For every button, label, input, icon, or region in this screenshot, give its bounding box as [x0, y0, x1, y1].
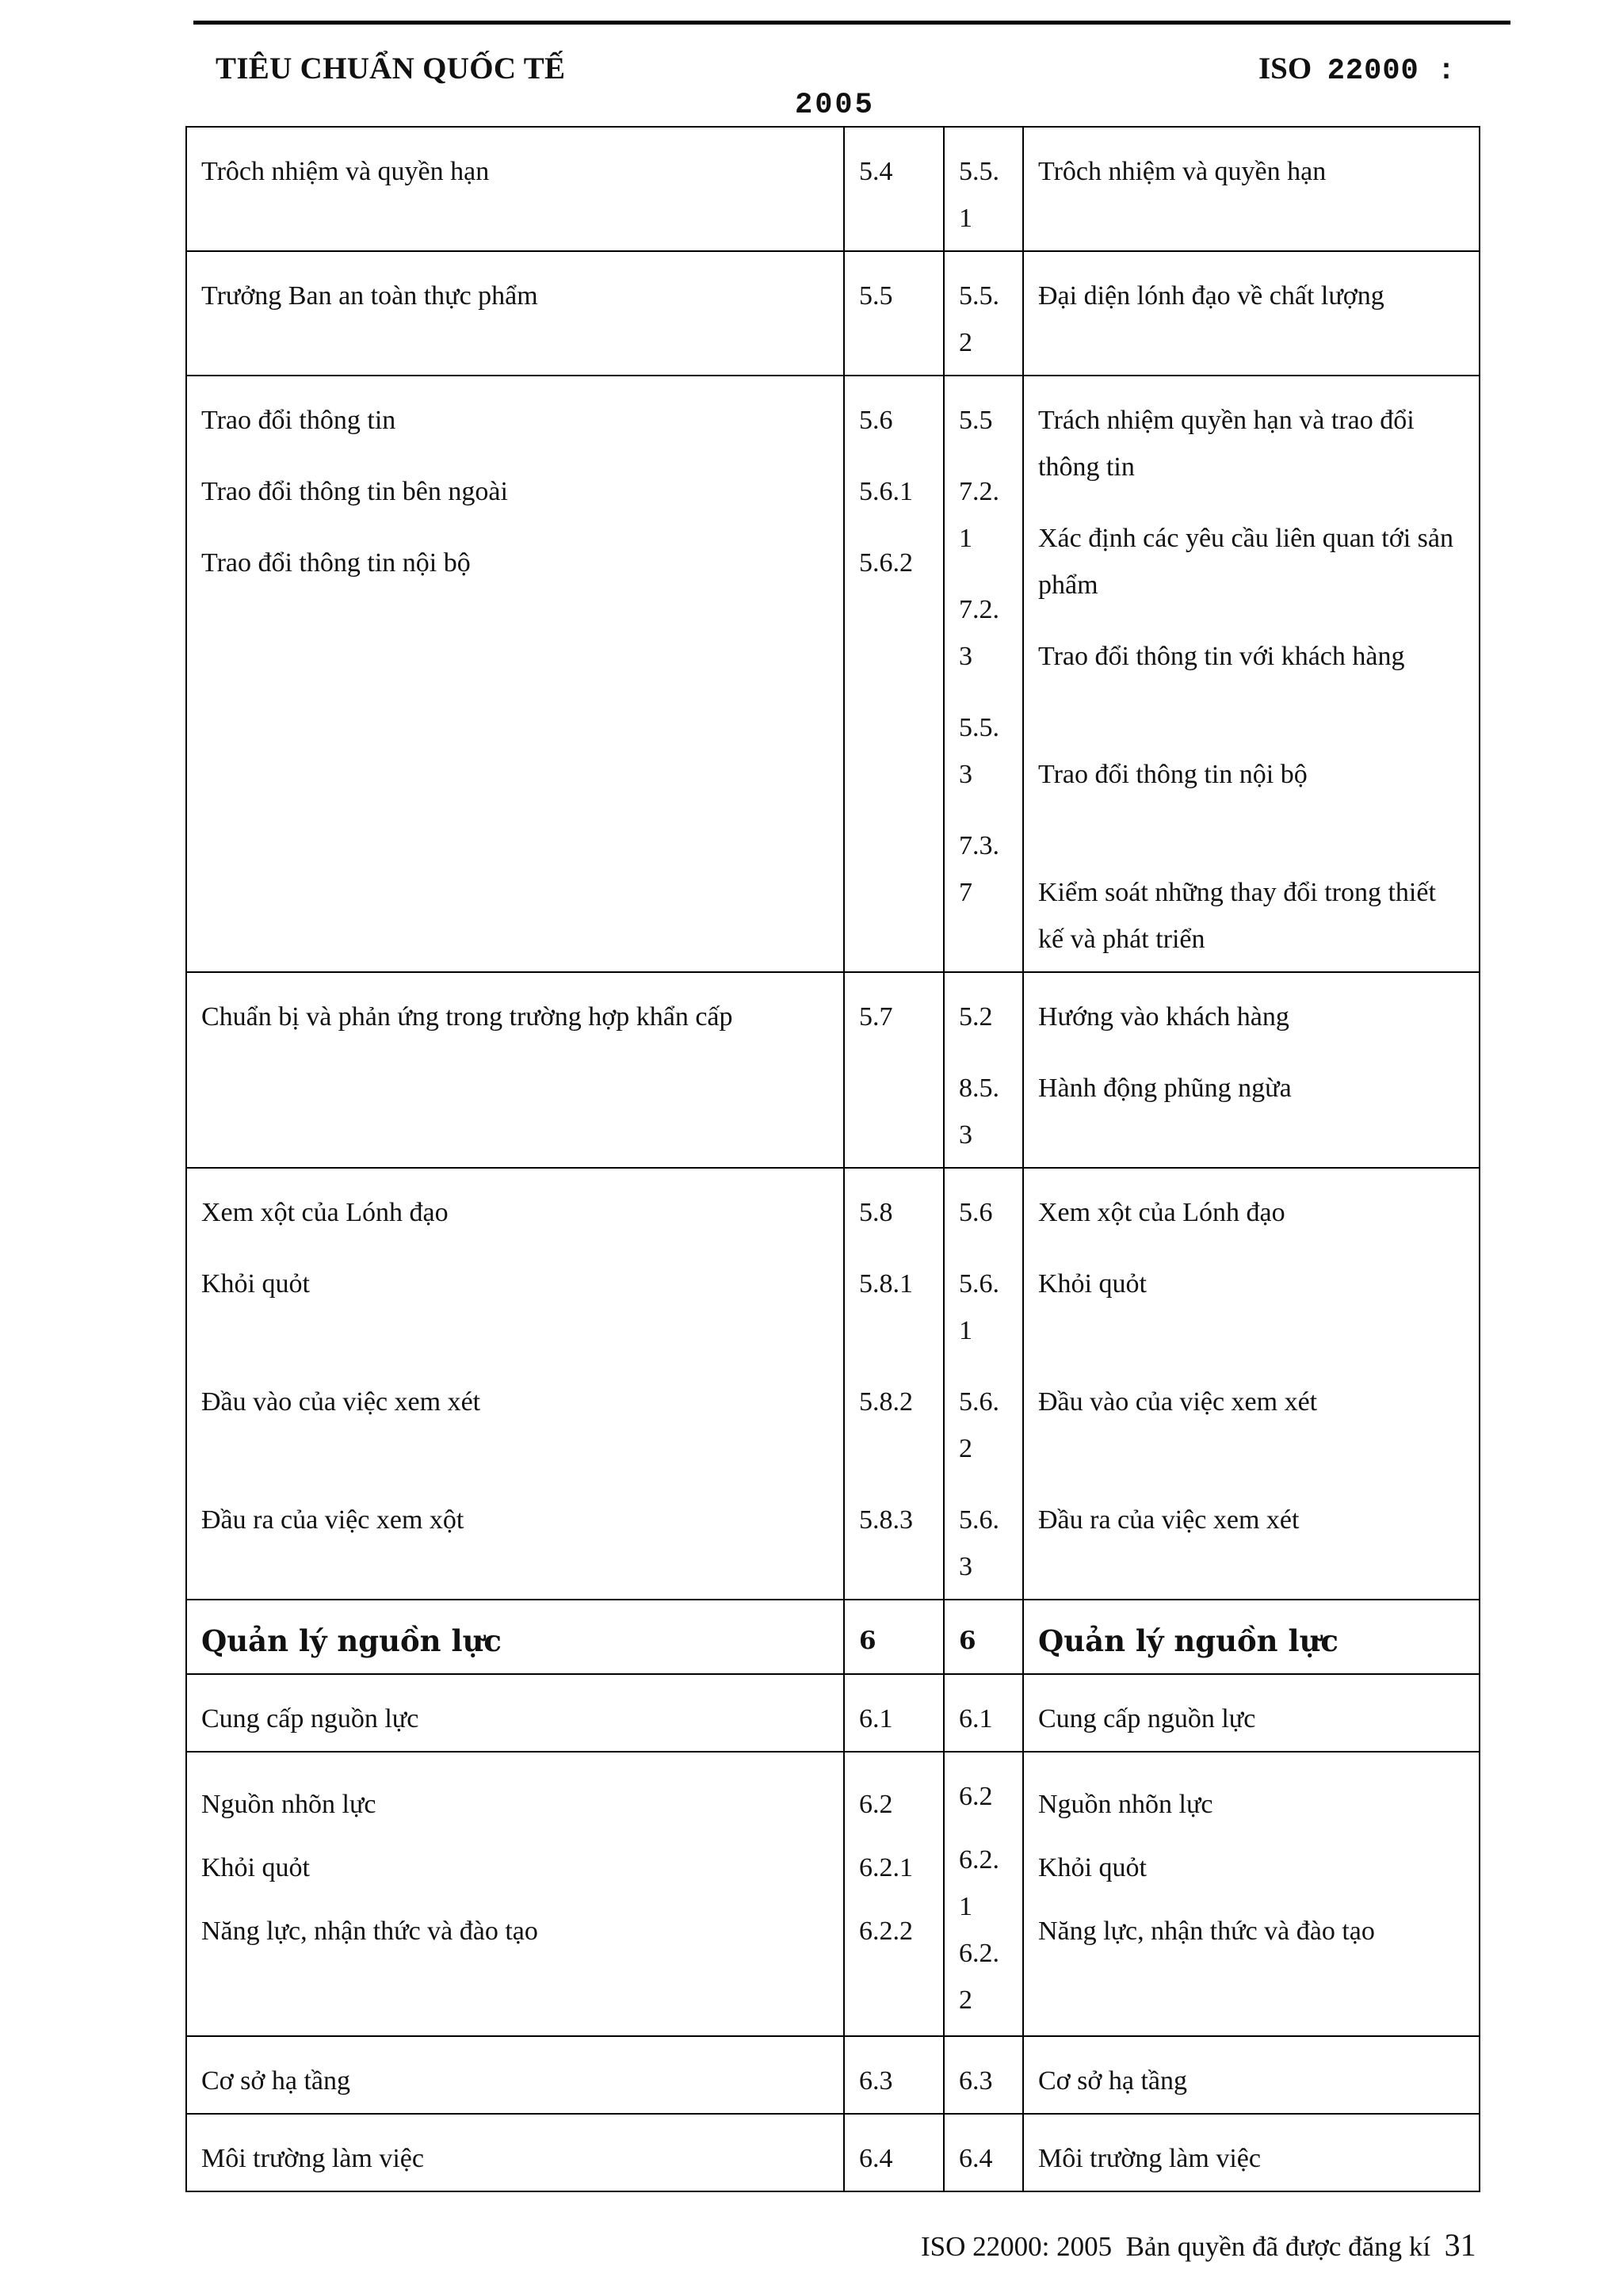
table-row — [186, 127, 1480, 251]
iso22000-clause-number: 6.2 6.2.1 6.2.2 — [844, 1752, 944, 2036]
iso22000-clause-number: 5.6 5.6.1 5.6.2 — [844, 376, 944, 972]
header-standard-title: TIÊU CHUẨN QUỐC TẾ — [216, 51, 566, 86]
iso9001-clause-number: 5.2 8.5. 3 — [944, 972, 1023, 1168]
iso9001-clause-title: Hướng vào khách hàng Hành động phũng ngừa — [1023, 972, 1480, 1168]
iso9001-clause-title: Nguồn nhõn lực Khỏi quỏt Năng lực, nhận thức và đào tạo — [1023, 1752, 1480, 2036]
iso9001-section-title: Quản lý nguồn lực — [1023, 1600, 1480, 1674]
iso22000-clause-number: 5.4 — [844, 127, 944, 251]
iso9001-clause-title: Cơ sở hạ tầng — [1023, 2036, 1480, 2114]
page-number: 31 — [1444, 2227, 1476, 2263]
iso22000-clause-title: Chuẩn bị và phản ứng trong trường hợp khẩn cấp — [186, 972, 844, 1168]
clause-correspondence-table — [185, 126, 1480, 2192]
iso22000-clause-number: 5.5 — [844, 251, 944, 376]
table-row — [186, 972, 1480, 1168]
iso22000-clause-number: 6 — [844, 1600, 944, 1674]
page-footer — [921, 2226, 1476, 2264]
iso22000-section-title: Quản lý nguồn lực — [186, 1600, 844, 1674]
iso9001-clause-number: 5.6 5.6. 1 5.6. 2 5.6. 3 — [944, 1168, 1023, 1600]
header-rule — [193, 21, 1510, 25]
table-row — [186, 251, 1480, 376]
iso22000-clause-title: Cung cấp nguồn lực — [186, 1674, 844, 1752]
iso22000-clause-title: Môi trường làm việc — [186, 2114, 844, 2191]
iso22000-clause-title: Trao đổi thông tin Trao đổi thông tin bên ngoài Trao đổi thông tin nội bộ — [186, 376, 844, 972]
table-row — [186, 1752, 1480, 2036]
table-row — [186, 1600, 1480, 1674]
table-row — [186, 2114, 1480, 2191]
iso9001-clause-number: 5.5. 1 — [944, 127, 1023, 251]
iso9001-clause-title: Xem xột của Lónh đạo Khỏi quỏt Đầu vào của việc xem xét Đầu ra của việc xem xét — [1023, 1168, 1480, 1600]
table-row — [186, 1674, 1480, 1752]
iso9001-clause-number: 6.4 — [944, 2114, 1023, 2191]
iso22000-clause-title: Xem xột của Lónh đạo Khỏi quỏt Đầu vào của việc xem xét Đầu ra của việc xem xột — [186, 1168, 844, 1600]
iso22000-clause-title: Cơ sở hạ tầng — [186, 2036, 844, 2114]
iso22000-clause-number: 6.4 — [844, 2114, 944, 2191]
iso9001-clause-number: 5.5. 2 — [944, 251, 1023, 376]
iso22000-clause-number: 6.1 — [844, 1674, 944, 1752]
table-row — [186, 2036, 1480, 2114]
iso22000-clause-title: Nguồn nhõn lực Khỏi quỏt Năng lực, nhận thức và đào tạo — [186, 1752, 844, 2036]
header-iso-number: ISO 22000 : — [1258, 51, 1457, 88]
table-row — [186, 376, 1480, 972]
iso9001-clause-number: 6 — [944, 1600, 1023, 1674]
iso9001-clause-title: Môi trường làm việc — [1023, 2114, 1480, 2191]
footer-copyright: ISO 22000: 2005 Bản quyền đã được đăng kí — [921, 2231, 1431, 2262]
iso22000-clause-number: 6.3 — [844, 2036, 944, 2114]
iso9001-clause-number: 6.2 6.2. 1 6.2. 2 — [944, 1752, 1023, 2036]
iso9001-clause-number: 6.1 — [944, 1674, 1023, 1752]
header-year: 2005 — [795, 89, 875, 122]
iso9001-clause-number: 6.3 — [944, 2036, 1023, 2114]
iso9001-clause-title: Trách nhiệm quyền hạn và trao đổi thông tin Xác định các yêu cầu liên quan tới sản phẩm Trao đổi thông tin với khách hàng Trao đổi thông tin nội bộ Kiểm soát những thay đổi trong thiết kế và phát triển — [1023, 376, 1480, 972]
iso9001-clause-title: Cung cấp nguồn lực — [1023, 1674, 1480, 1752]
table-row — [186, 1168, 1480, 1600]
iso22000-clause-title: Trưởng Ban an toàn thực phẩm — [186, 251, 844, 376]
iso9001-clause-title: Đại diện lónh đạo về chất lượng — [1023, 251, 1480, 376]
iso9001-clause-number: 5.5 7.2. 1 7.2. 3 5.5. 3 7.3. 7 — [944, 376, 1023, 972]
iso22000-clause-number: 5.8 5.8.1 5.8.2 5.8.3 — [844, 1168, 944, 1600]
iso22000-clause-title: Trôch nhiệm và quyền hạn — [186, 127, 844, 251]
iso9001-clause-title: Trôch nhiệm và quyền hạn — [1023, 127, 1480, 251]
iso22000-clause-number: 5.7 — [844, 972, 944, 1168]
